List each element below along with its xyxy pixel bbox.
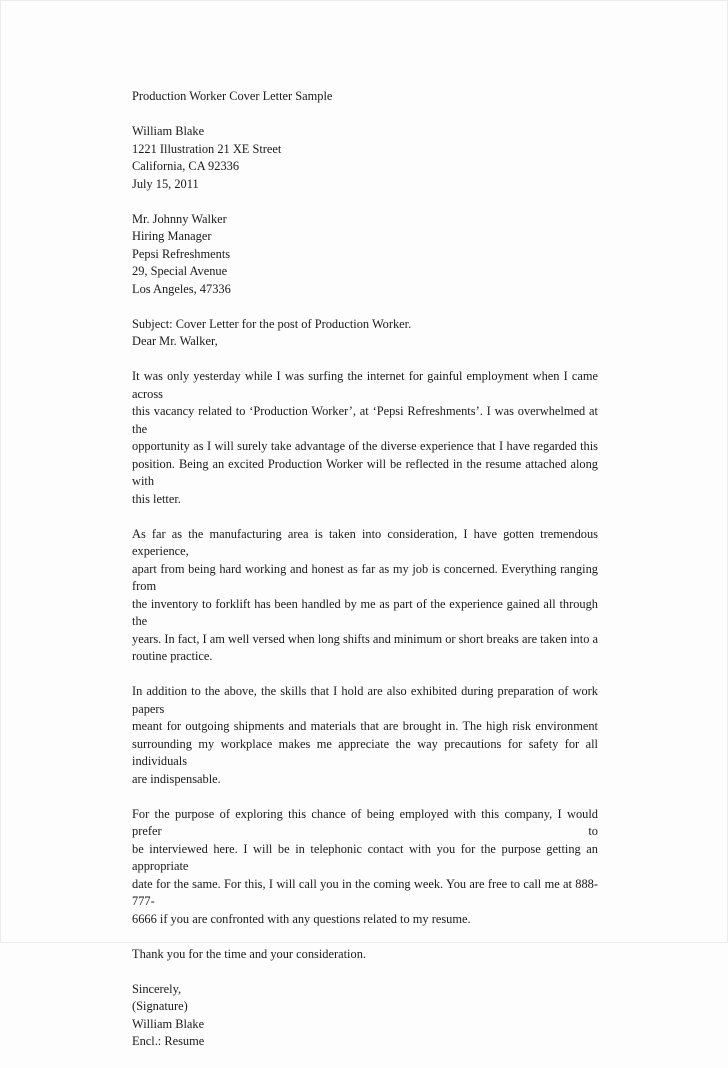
thanks-line [132,946,598,964]
closing-line: William Blake [132,1016,205,1031]
sender-line: William Blake [132,124,205,138]
sender-line: California, CA 92336 [132,159,240,173]
paragraph-line: be interviewed here. I will be in telephonic contact with you for the purpose getting an appropriate [132,841,598,873]
closing-line: (Signature) [132,999,188,1013]
recipient-line: Hiring Manager [132,229,212,243]
closing [132,981,598,1051]
recipient-line: Pepsi Refreshments [132,246,231,261]
paragraph-line: In addition to the above, the skills that I hold are also exhibited during preparation of work papers [132,684,598,716]
sender-line: July 15, 2011 [132,176,199,191]
paragraph-line: are indispensable. [132,771,221,786]
paragraph-line: meant for outgoing shipments and materials that are brought in. The high risk environment [132,719,598,733]
recipient-line: Mr. Johnny Walker [132,211,227,226]
sender-line: 1221 Illustration 21 XE Street [132,141,282,156]
paragraph-line: the inventory to forklift has been handled by me as part of the experience gained all through the [132,596,598,628]
recipient-address [132,211,598,299]
paragraph-line: 6666 if you are confronted with any questions related to my resume. [132,911,471,926]
thanks-text: Thank you for the time and your consideration. [132,946,366,961]
closing-line: Encl.: Resume [132,1034,205,1048]
paragraph-line: this letter. [132,491,181,506]
paragraph-line: It was only yesterday while I was surfing the internet for gainful employment when I came across [132,369,598,401]
paragraph-line: years. In fact, I am well versed when long shifts and minimum or short breaks are taken into a [132,631,598,646]
paragraph-line: As far as the manufacturing area is taken into consideration, I have gotten tremendous experience, [132,526,598,558]
paragraph-line: this vacancy related to ‘Production Worker’, at ‘Pepsi Refreshments’. I was overwhelmed at the [132,404,598,436]
body-paragraph [132,368,598,508]
title-text: Production Worker Cover Letter Sample [132,89,333,103]
sender-address [132,123,598,193]
paragraph-line: routine practice. [132,649,213,663]
paragraph-line: position. Being an excited Production Worker will be reflected in the resume attached along with [132,456,598,488]
salutation: Dear Mr. Walker, [132,334,218,348]
body-paragraph [132,683,598,788]
paragraph-line: opportunity as I will surely take advantage of the diverse experience that I have regarded this [132,439,598,453]
body-paragraph [132,526,598,666]
closing-line: Sincerely, [132,981,182,996]
letter-body [132,88,598,1068]
subject-line: Subject: Cover Letter for the post of Production Worker. [132,316,412,331]
document-title [132,88,598,106]
recipient-line: Los Angeles, 47336 [132,281,231,296]
body-paragraph [132,806,598,929]
paragraph-line: apart from being hard working and honest as far as my job is concerned. Everything ranging from [132,561,598,593]
subject-salutation [132,316,598,351]
paragraph-line: date for the same. For this, I will call you in the coming week. You are free to call me at 888-777- [132,876,598,908]
recipient-line: 29, Special Avenue [132,264,228,278]
paragraph-line: For the purpose of exploring this chance of being employed with this company, I would prefer to [132,806,598,838]
paragraph-line: surrounding my workplace makes me appreciate the way precautions for safety for all individuals [132,736,598,768]
